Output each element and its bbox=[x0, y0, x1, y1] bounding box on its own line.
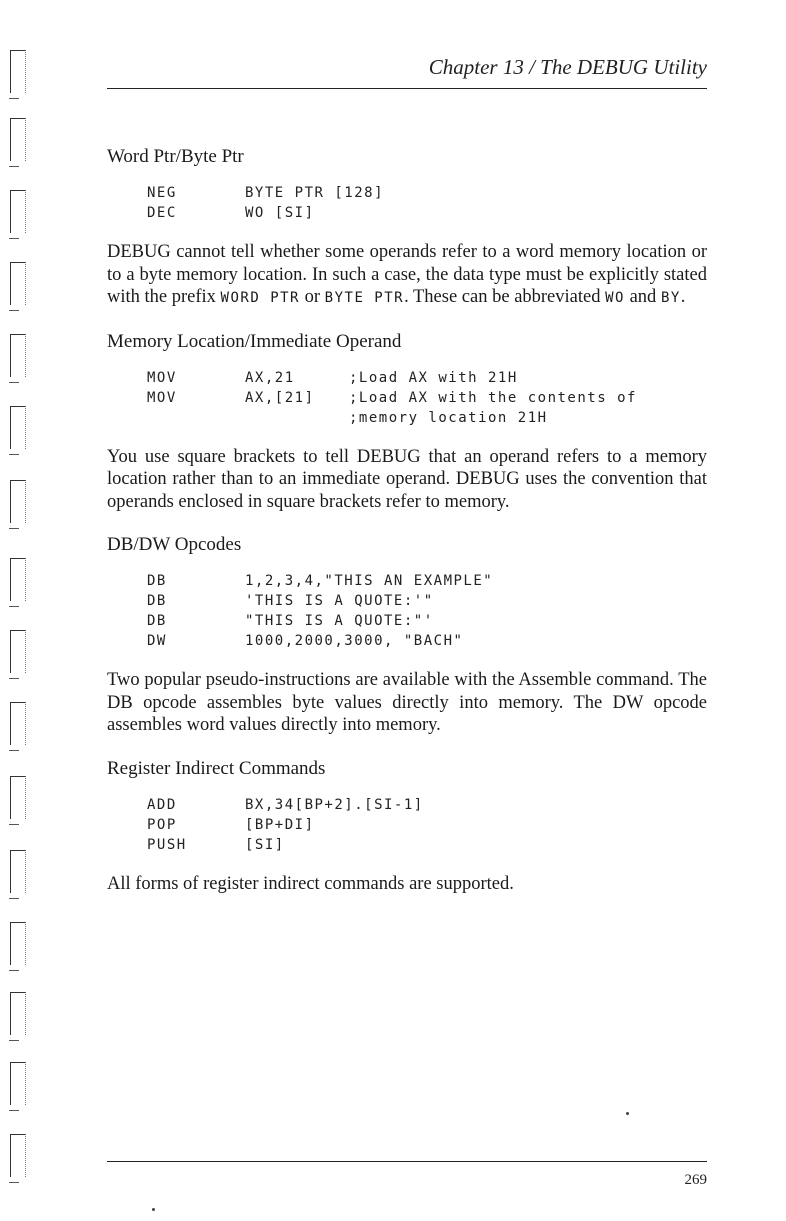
code-line bbox=[147, 591, 707, 611]
code-operand: 'THIS IS A QUOTE:'" bbox=[245, 593, 434, 609]
code-comment: ;Load AX with 21H bbox=[349, 369, 518, 386]
code-block bbox=[147, 183, 707, 223]
code-operand bbox=[245, 408, 349, 428]
section-heading: Register Indirect Commands bbox=[107, 757, 326, 779]
code-operand: AX,21 bbox=[245, 369, 295, 386]
code-opcode: DB bbox=[147, 573, 167, 589]
code-opcode: PUSH bbox=[147, 836, 187, 853]
paragraph-text: or bbox=[299, 287, 325, 307]
paragraph-text: DEBUG cannot tell whether some operands refer to a word memory location or to a byte memory location. In such a case, the data type must be explicitly stated with the prefix bbox=[107, 242, 707, 307]
code-line bbox=[147, 368, 707, 388]
inline-code: WO bbox=[605, 290, 625, 306]
code-opcode: DEC bbox=[147, 205, 177, 221]
body-paragraph: All forms of register indirect commands are supported. bbox=[107, 873, 514, 894]
code-line bbox=[147, 835, 707, 855]
code-line bbox=[147, 571, 707, 591]
code-block bbox=[147, 571, 707, 651]
page-content bbox=[107, 145, 707, 915]
body-paragraph: You use square brackets to tell DEBUG that an operand refers to a memory location rather than to an immediate operand. DEBUG uses the convention that operands enclosed in square brackets refer to memory. bbox=[107, 446, 707, 512]
code-opcode: DW bbox=[147, 633, 167, 649]
code-comment: ;memory location 21H bbox=[349, 409, 548, 426]
code-comment: ;Load AX with the contents of bbox=[349, 389, 637, 406]
paragraph-text: and bbox=[624, 287, 661, 307]
body-paragraph bbox=[107, 241, 707, 310]
code-operand: BYTE PTR [128] bbox=[245, 185, 385, 201]
code-operand: 1,2,3,4,"THIS AN EXAMPLE" bbox=[245, 573, 494, 589]
page-number: 269 bbox=[684, 1172, 707, 1188]
paragraph-text: . bbox=[680, 287, 686, 307]
code-line bbox=[147, 183, 707, 203]
scan-speck bbox=[626, 1112, 629, 1115]
inline-code: BYTE PTR bbox=[324, 290, 405, 306]
code-opcode bbox=[147, 408, 245, 428]
code-line bbox=[147, 815, 707, 835]
code-block bbox=[147, 795, 707, 855]
code-block bbox=[147, 368, 707, 428]
binding-margin-marks bbox=[8, 50, 38, 1190]
code-opcode: NEG bbox=[147, 185, 177, 201]
code-opcode: DB bbox=[147, 613, 167, 629]
section-heading: DB/DW Opcodes bbox=[107, 534, 242, 555]
code-opcode: MOV bbox=[147, 369, 177, 386]
code-line bbox=[147, 795, 707, 815]
footer-rule bbox=[107, 1161, 707, 1162]
code-opcode: MOV bbox=[147, 389, 177, 406]
code-opcode: POP bbox=[147, 816, 177, 833]
paragraph-text: . These can be abbreviated bbox=[404, 287, 606, 307]
scan-speck bbox=[152, 1208, 155, 1211]
inline-code: WORD PTR bbox=[220, 290, 300, 306]
section-heading: Word Ptr/Byte Ptr bbox=[107, 146, 244, 167]
code-operand: 1000,2000,3000, "BACH" bbox=[245, 633, 464, 649]
body-paragraph: Two popular pseudo-instructions are available with the Assemble command. The DB opcode assembles byte values directly into memory. The DW opcode assembles word values directly into memory. bbox=[107, 670, 707, 735]
running-header: Chapter 13 / The DEBUG Utility bbox=[428, 55, 707, 79]
code-opcode: DB bbox=[147, 593, 167, 609]
code-operand: BX,34[BP+2].[SI-1] bbox=[245, 796, 424, 813]
code-line bbox=[147, 631, 707, 651]
code-line bbox=[147, 203, 707, 223]
code-line bbox=[147, 611, 707, 631]
code-opcode: ADD bbox=[147, 796, 177, 813]
header-rule bbox=[107, 88, 707, 89]
code-operand: [SI] bbox=[245, 836, 285, 853]
section-heading: Memory Location/Immediate Operand bbox=[107, 330, 402, 352]
inline-code: BY bbox=[660, 290, 681, 306]
code-operand: WO [SI] bbox=[245, 205, 315, 221]
code-line bbox=[147, 388, 707, 408]
code-operand: [BP+DI] bbox=[245, 816, 315, 833]
code-line bbox=[147, 408, 707, 428]
code-operand: AX,[21] bbox=[245, 389, 315, 406]
code-operand: "THIS IS A QUOTE:"' bbox=[245, 613, 434, 629]
